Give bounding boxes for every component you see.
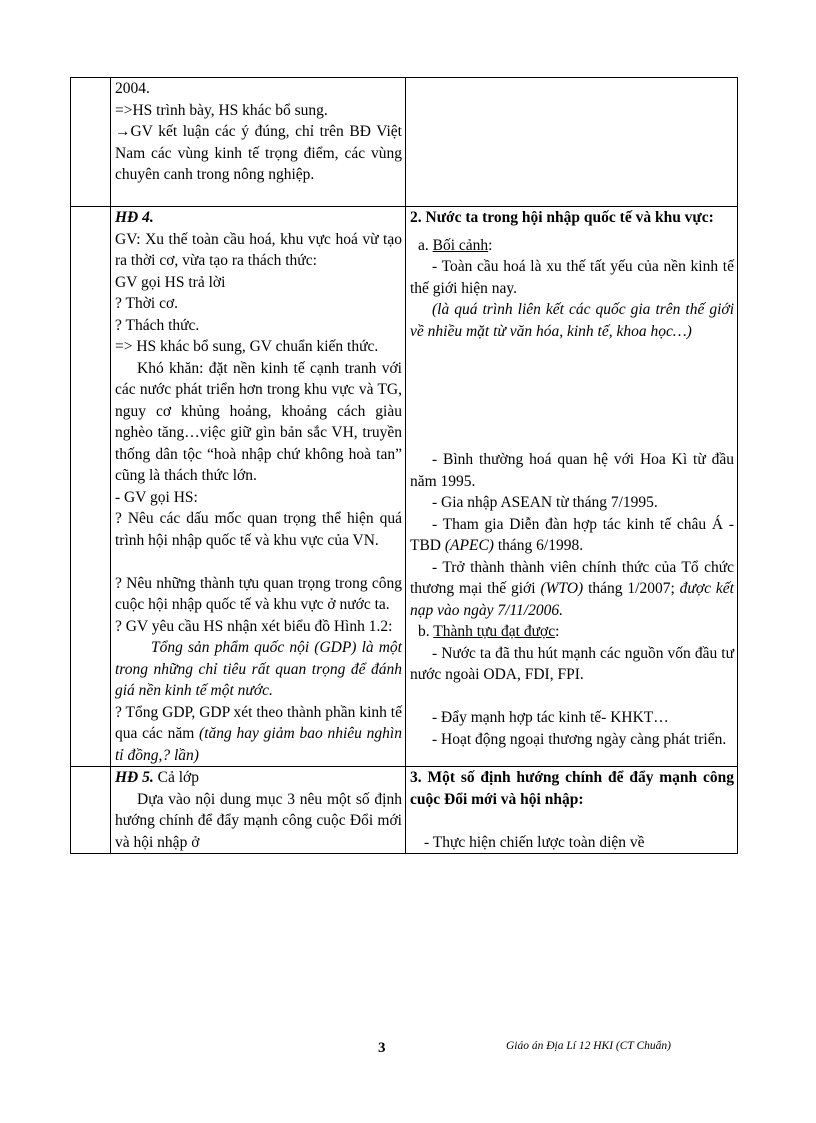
text-paragraph: GV gọi HS trả lời [115,273,226,291]
activity-cell [111,207,406,767]
bullet-paragraph: - Hoạt động ngoại thương ngày càng phát triển. [432,730,727,748]
activity-cell [111,767,406,854]
italic-paragraph: Tổng sản phẩm quốc nội (GDP) là một trong những chỉ tiêu rất quan trọng để đánh giá nền kinh tế một nước. [115,639,402,699]
subsection-heading [410,621,734,643]
question-text: ? Tổng GDP, GDP xét theo thành phần kinh tế qua các năm [115,703,402,742]
question-line: ? Nêu các dấu mốc quan trọng thể hiện quá trình hội nhập quốc tế và khu vực của VN. [115,510,402,549]
milestone-line: - Bình thường hoá quan hệ với Hoa Kì từ đầu năm 1995. [410,451,734,490]
milestone-date: tháng 1/2007; [583,580,680,597]
bullet-paragraph: - Thực hiện chiến lược toàn diện về [424,833,645,851]
empty-cell [71,78,111,207]
subsection-label: Thành tựu đạt được [433,623,556,640]
milestone-text: - Tham gia Diễn đàn hợp tác kinh tế châu Á - TBD [410,515,734,554]
subsection-prefix: b. [418,623,434,640]
question-line [115,702,402,767]
milestone-abbr: (WTO) [540,580,584,597]
text-line: 2004. [115,80,150,97]
question-note: (tăng hay giảm bao nhiêu nghìn tỉ đồng,? lần) [115,725,402,764]
milestone-note: được kết nạp vào ngày 7/11/2006. [410,580,734,619]
section-heading: 2. Nước ta trong hội nhập quốc tế và khu vực: [410,209,714,226]
text-line: →GV kết luận các ý đúng, chỉ trên BĐ Việt Nam các vùng kinh tế trọng điểm, các vùng chuyên canh trong nông nghiệp. [115,123,402,183]
subsection-suffix: : [555,623,560,640]
milestone-date: tháng 6/1998. [493,537,584,554]
question-line: ? Thời cơ. [115,295,179,312]
bullet-paragraph: - Nước ta đã thu hút mạnh các nguồn vốn đầu tư nước ngoài ODA, FDI, FPI. [410,644,734,683]
milestone-line [410,557,734,622]
spacer [410,342,734,449]
table-row [71,78,738,207]
lesson-table [70,77,738,854]
milestone-line: - Gia nhập ASEAN từ tháng 7/1995. [432,494,658,511]
bullet-paragraph: - Đẩy mạnh hợp tác kinh tế- KHKT… [432,709,669,726]
activity-heading: HĐ 4. [115,209,154,226]
section-heading: 3. Một số định hướng chính để đẩy mạnh công cuộc Đổi mới và hội nhập: [410,769,734,808]
text-line: =>HS trình bày, HS khác bổ sung. [115,101,328,119]
activity-heading-line [115,767,402,789]
spacer [410,686,734,708]
text-paragraph: GV: Xu thế toàn cầu hoá, khu vực hoá vừ tạo ra thời cơ, vừa tạo ra thách thức: [115,230,402,269]
text-paragraph: => HS khác bổ sung, GV chuẩn kiến thức. [115,338,379,355]
question-line: ? Nêu những thành tựu quan trọng trong công cuộc hội nhập quốc tế và khu vực ở nước ta. [115,574,402,613]
spacer [410,810,734,832]
italic-note: (là quá trình liên kết các quốc gia trên thế giới về nhiều mặt từ văn hóa, kinh tế, khoa học…) [410,301,734,340]
activity-mode: Cả lớp [153,769,199,786]
content-cell [406,78,738,207]
subsection-suffix: : [488,236,493,254]
table-row [71,767,738,854]
subsection-label: Bối cảnh [432,236,489,254]
content-cell [406,207,738,767]
text-paragraph: Khó khăn: đặt nền kinh tế cạnh tranh với các nước phát triển hơn trong khu vực và TG, nguy cơ khủng hoảng, khoảng cách giàu nghèo tăng…việc giữ gìn bản sắc VH, truyền thống dân tộc “hoà nhập chứ không hoà tan” cũng là thách thức lớn. [115,359,402,484]
text-paragraph: Dựa vào nội dung mục 3 nêu một số định hướng chính để đẩy mạnh công cuộc Đổi mới và hội nhập ở [115,790,402,851]
empty-cell [71,767,111,854]
subsection-prefix: a. [418,236,433,254]
footer-note: Giáo án Địa Lí 12 HKI (CT Chuẩn) [506,1040,671,1052]
milestone-line [410,514,734,557]
empty-cell [71,207,111,767]
spacer [115,551,402,573]
page-number: 3 [378,1040,386,1056]
milestone-text: - Trở thành thành viên chính thức của Tổ chức thương mại thế giới [410,558,734,597]
activity-heading: HĐ 5. [115,769,154,786]
question-line: ? GV yêu cầu HS nhận xét biểu đồ Hình 1.2: [115,617,393,635]
question-line: ? Thách thức. [115,316,200,334]
text-paragraph: - GV gọi HS: [115,488,198,506]
milestone-abbr: (APEC) [444,537,494,554]
bullet-paragraph: - Toàn cầu hoá là xu thế tất yếu của nền kinh tế thế giới hiện nay. [410,258,734,297]
content-cell [406,767,738,854]
table-row [71,207,738,767]
subsection-heading [410,235,734,257]
activity-cell [111,78,406,207]
